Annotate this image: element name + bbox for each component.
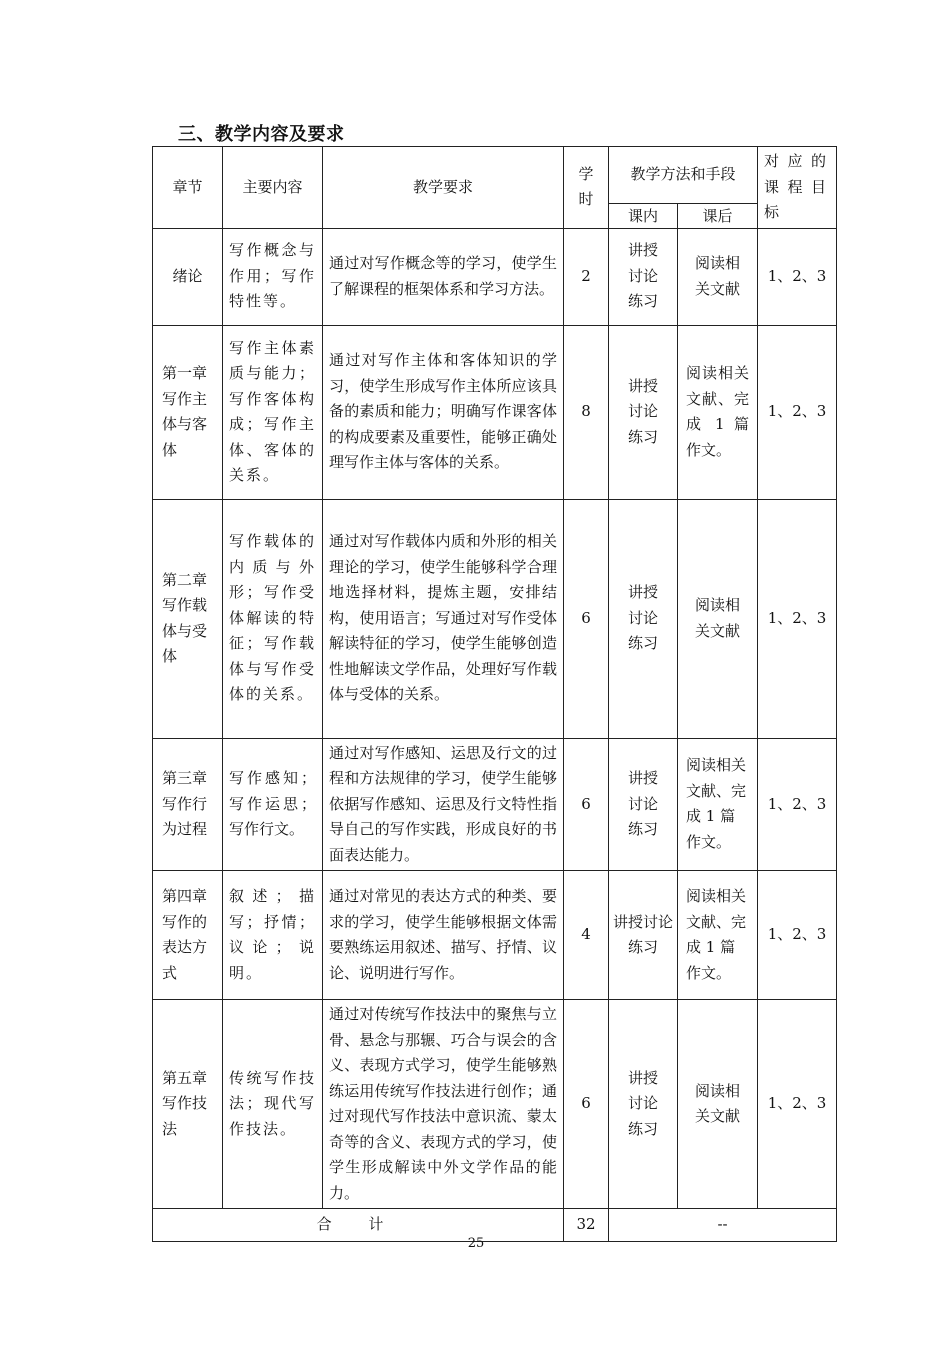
chapter-cell: 第四章写作的表达方式 [153, 871, 223, 1000]
total-hours: 32 [564, 1209, 609, 1242]
table-row [153, 1000, 837, 1209]
requirements-cell: 通过对常见的表达方式的种类、要求的学习，使学生能够根据文体需要熟练运用叙述、描写、抒情、议论、说明进行写作。 [323, 871, 564, 1000]
chapter-cell: 第一章写作主体与客体 [153, 325, 223, 499]
target-cell: 1、2、3 [758, 738, 837, 871]
target-cell: 1、2、3 [758, 499, 837, 738]
hours-cell: 8 [564, 325, 609, 499]
chapter-cell: 第三章写作行为过程 [153, 738, 223, 871]
after-class-cell: 阅读相关文献、完成 1 篇作文。 [678, 738, 758, 871]
after-class-cell: 阅读相关文献、完成 1 篇作文。 [678, 871, 758, 1000]
target-cell: 1、2、3 [758, 325, 837, 499]
in-class-cell: 讲授讨论练习 [609, 499, 678, 738]
hours-cell: 6 [564, 738, 609, 871]
after-class-cell: 阅读相关文献、完成 1 篇作文。 [678, 325, 758, 499]
in-class-cell: 讲授讨论练习 [609, 228, 678, 325]
header-in-class: 课内 [609, 204, 678, 228]
requirements-cell: 通过对写作感知、运思及行文的过程和方法规律的学习，使学生能够依据写作感知、运思及行文特性指导自己的写作实践，形成良好的书面表达能力。 [323, 738, 564, 871]
hours-cell: 2 [564, 228, 609, 325]
total-label: 合 计 [153, 1209, 564, 1242]
hours-cell: 6 [564, 1000, 609, 1209]
header-target: 对应的课程目标 [758, 147, 837, 229]
in-class-cell: 讲授讨论练习 [609, 738, 678, 871]
header-methods: 教学方法和手段 [609, 147, 758, 204]
table-row [153, 325, 837, 499]
hours-cell: 6 [564, 499, 609, 738]
teaching-content-table [152, 146, 837, 1242]
target-cell: 1、2、3 [758, 1000, 837, 1209]
requirements-cell: 通过对写作载体内质和外形的相关理论的学习，使学生能够科学合理地选择材料，提炼主题，安排结构，使用语言；写通过对写作受体解读特征的学习，使学生能够创造性地解读文学作品，处理好写作载体与受体的关系。 [323, 499, 564, 738]
content-cell: 写作主体素质与能力；写作客体构成；写作主体、客体的关系。 [223, 325, 323, 499]
table-row [153, 738, 837, 871]
total-dash: -- [609, 1209, 837, 1242]
table-row [153, 228, 837, 325]
table-row [153, 499, 837, 738]
content-cell: 写作感知；写作运思；写作行文。 [223, 738, 323, 871]
after-class-cell: 阅读相关文献 [678, 499, 758, 738]
header-row [153, 147, 837, 204]
after-class-cell: 阅读相关文献 [678, 228, 758, 325]
content-cell: 传统写作技法；现代写作技法。 [223, 1000, 323, 1209]
header-content: 主要内容 [223, 147, 323, 229]
content-cell: 写作载体的内质与外形；写作受体解读的特征；写作载体与写作受体的关系。 [223, 499, 323, 738]
table-row [153, 871, 837, 1000]
content-cell: 写作概念与作用；写作特性等。 [223, 228, 323, 325]
in-class-cell: 讲授讨论练习 [609, 871, 678, 1000]
header-chapter: 章节 [153, 147, 223, 229]
section-title: 三、教学内容及要求 [178, 124, 345, 145]
after-class-cell: 阅读相关文献 [678, 1000, 758, 1209]
chapter-cell: 绪论 [153, 228, 223, 325]
header-requirements: 教学要求 [323, 147, 564, 229]
page-number: 25 [467, 1236, 485, 1251]
content-cell: 叙述；描写；抒情；议论；说明。 [223, 871, 323, 1000]
header-after-class: 课后 [678, 204, 758, 228]
target-cell: 1、2、3 [758, 228, 837, 325]
header-hours: 学时 [564, 147, 609, 229]
requirements-cell: 通过对写作概念等的学习，使学生了解课程的框架体系和学习方法。 [323, 228, 564, 325]
in-class-cell: 讲授讨论练习 [609, 325, 678, 499]
chapter-cell: 第五章写作技法 [153, 1000, 223, 1209]
requirements-cell: 通过对写作主体和客体知识的学习，使学生形成写作主体所应该具备的素质和能力；明确写作课客体的构成要素及重要性，能够正确处理写作主体与客体的关系。 [323, 325, 564, 499]
requirements-cell: 通过对传统写作技法中的聚焦与立骨、悬念与那辗、巧合与误会的含义、表现方式学习，使学生能够熟练运用传统写作技法进行创作；通过对现代写作技法中意识流、蒙太奇等的含义、表现方式的学习，使学生形成解读中外文学作品的能力。 [323, 1000, 564, 1209]
in-class-cell: 讲授讨论练习 [609, 1000, 678, 1209]
hours-cell: 4 [564, 871, 609, 1000]
chapter-cell: 第二章写作载体与受体 [153, 499, 223, 738]
target-cell: 1、2、3 [758, 871, 837, 1000]
